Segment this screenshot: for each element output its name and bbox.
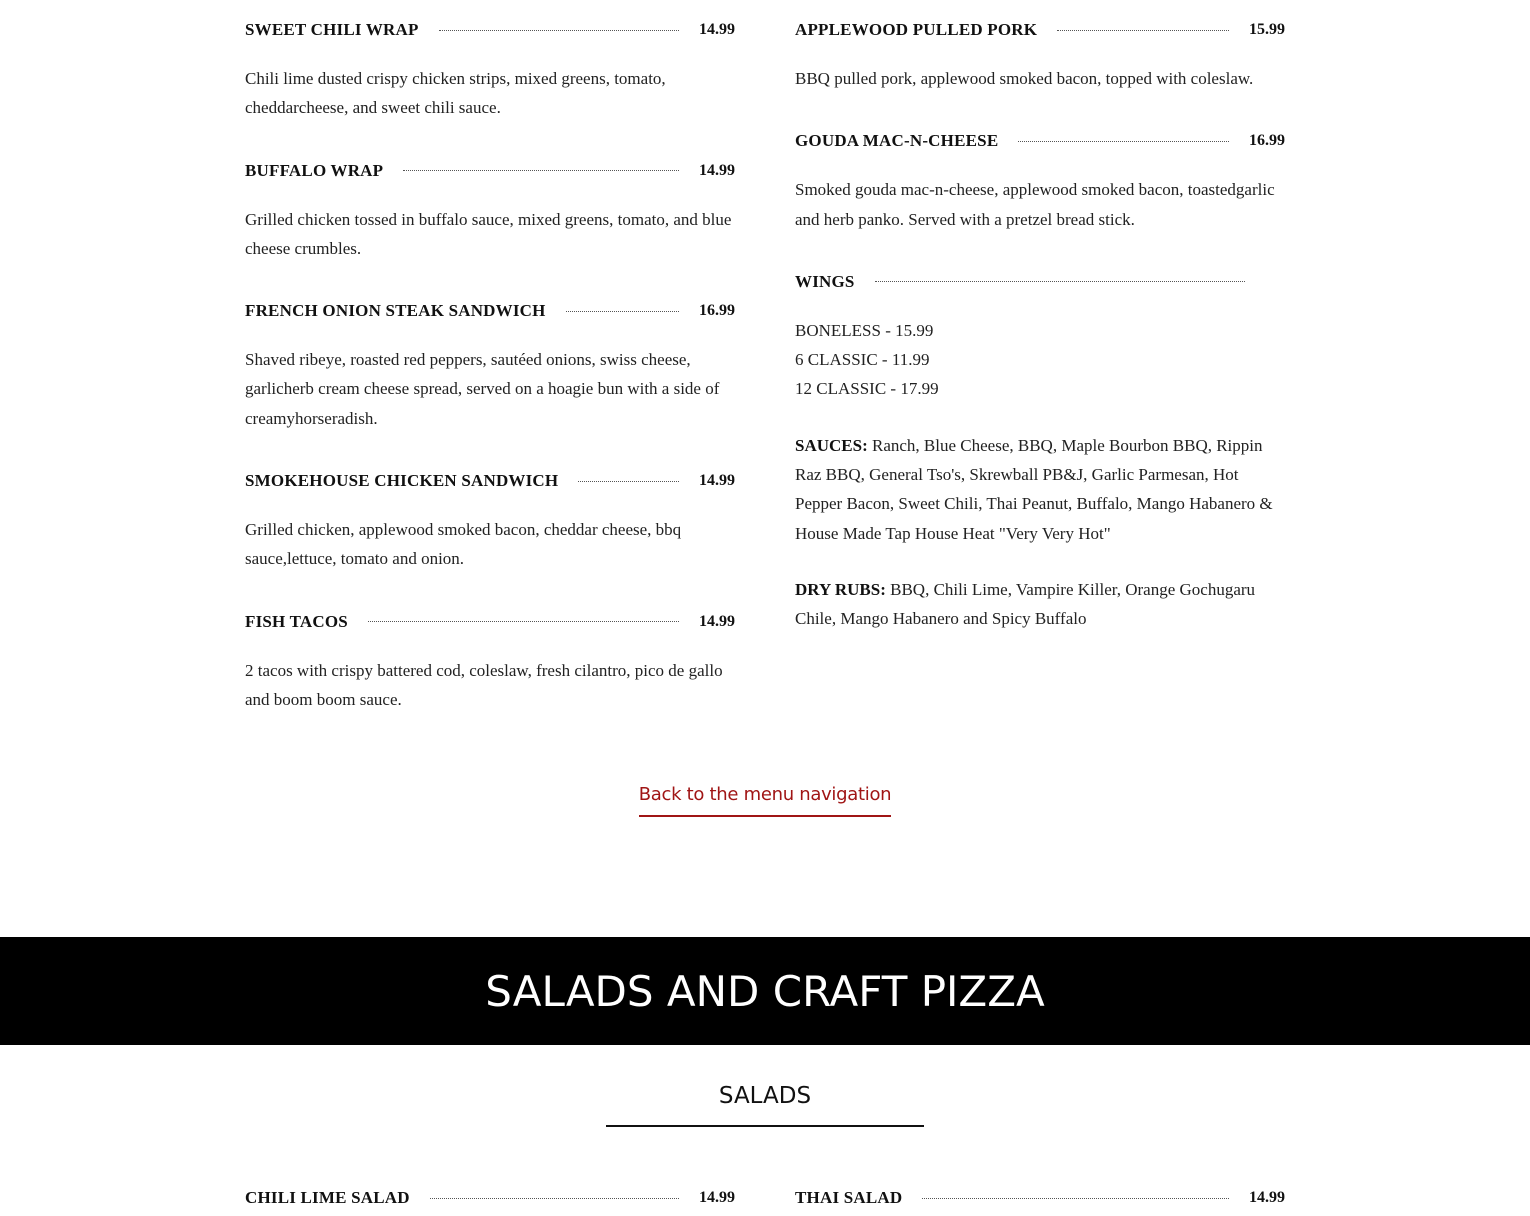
menu-item-price: 14.99 (699, 612, 735, 630)
menu-item-description: Smoked gouda mac-n-cheese, applewood smoked bacon, toastedgarlic and herb panko. Served with a pretzel bread stick. (795, 180, 1275, 229)
dotted-leader (439, 30, 679, 31)
menu-item-price: 14.99 (699, 21, 735, 38)
menu-column-left (245, 0, 735, 714)
menu-item-name: GOUDA MAC-N-CHEESE (795, 131, 999, 151)
dotted-leader (578, 481, 679, 482)
menu-item (245, 19, 735, 123)
menu-item-name: THAI SALAD (795, 1188, 903, 1207)
menu-item-description: BBQ pulled pork, applewood smoked bacon, topped with coleslaw. (795, 69, 1254, 88)
menu-item (245, 300, 735, 433)
menu-item-price: 16.99 (699, 302, 735, 320)
sauces-label: SAUCES: (795, 435, 868, 455)
sauces-paragraph (795, 431, 1285, 548)
subsection-underline (606, 1125, 924, 1127)
menu-item-header (245, 611, 735, 633)
dotted-leader (403, 170, 679, 171)
menu-item-price: 16.99 (1249, 132, 1285, 150)
wings-option: 12 CLASSIC - 17.99 (795, 379, 939, 399)
menu-item-description: Shaved ribeye, roasted red peppers, sautéed onions, swiss cheese, garlicherb cream cheese spread, served on a hoagie bun with a side of creamyhorseradish. (245, 350, 720, 428)
menu-item-price: 14.99 (699, 161, 735, 179)
wings-option: 6 CLASSIC - 11.99 (795, 350, 930, 370)
menu-item (245, 160, 735, 264)
menu-column-right (795, 0, 1285, 634)
menu-item-header (795, 271, 1285, 293)
menu-item-name: CHILI LIME SALAD (245, 1188, 410, 1207)
section-title: SALADS AND CRAFT PIZZA (485, 966, 1045, 1016)
menu-item-description: Grilled chicken, applewood smoked bacon, cheddar cheese, bbq sauce,lettuce, tomato and onion. (245, 520, 682, 569)
wings-section (795, 271, 1285, 634)
menu-item-price: 14.99 (1249, 1189, 1285, 1206)
menu-item-header (245, 160, 735, 182)
menu-item-description: Grilled chicken tossed in buffalo sauce, mixed greens, tomato, and blue cheese crumbles. (245, 209, 732, 258)
menu-item-description: Chili lime dusted crispy chicken strips, mixed greens, tomato, cheddarcheese, and sweet chili sauce. (245, 69, 666, 118)
menu-item-header (245, 1187, 735, 1209)
menu-item-header (245, 19, 735, 41)
menu-item-header (245, 470, 735, 492)
subsection-header (0, 1083, 1530, 1127)
menu-item-name: FRENCH ONION STEAK SANDWICH (245, 301, 546, 321)
wings-options (795, 316, 1285, 404)
dotted-leader (430, 1198, 679, 1199)
menu-item-name: SMOKEHOUSE CHICKEN SANDWICH (245, 471, 559, 491)
back-to-menu-navigation-link[interactable]: Back to the menu navigation (639, 784, 892, 817)
salads-column-left (245, 1168, 735, 1209)
wings-title: WINGS (795, 271, 855, 291)
dry-rubs-paragraph (795, 575, 1285, 634)
dry-rubs-label: DRY RUBS: (795, 579, 886, 599)
subsection-title: SALADS (718, 1083, 812, 1109)
menu-item-price: 15.99 (1249, 21, 1285, 38)
wings-option: BONELESS - 15.99 (795, 320, 934, 340)
menu-item-price: 14.99 (699, 472, 735, 490)
menu-item-header (795, 1187, 1285, 1209)
menu-item-description: 2 tacos with crispy battered cod, coleslaw, fresh cilantro, pico de gallo and boom boom sauce. (245, 660, 723, 709)
section-banner (0, 937, 1530, 1045)
menu-item-price: 14.99 (699, 1189, 735, 1206)
dotted-leader (922, 1198, 1229, 1199)
dotted-leader (1057, 30, 1229, 31)
back-link-container (0, 784, 1530, 817)
dotted-leader (875, 281, 1245, 282)
dotted-leader (368, 621, 679, 622)
dotted-leader (1018, 141, 1229, 142)
menu-item-name: FISH TACOS (245, 611, 348, 631)
menu-item-name: BUFFALO WRAP (245, 160, 384, 180)
menu-item-name: APPLEWOOD PULLED PORK (795, 20, 1038, 39)
menu-item (795, 130, 1285, 234)
salads-column-right (795, 1168, 1285, 1209)
menu-item-name: SWEET CHILI WRAP (245, 20, 419, 39)
dry-rubs-list: BBQ, Chili Lime, Vampire Killer, Orange Gochugaru Chile, Mango Habanero and Spicy Buffalo (795, 579, 1256, 629)
menu-item-header (795, 130, 1285, 152)
menu-item-header (795, 19, 1285, 41)
dotted-leader (566, 311, 679, 312)
menu-item-header (245, 300, 735, 322)
menu-item (245, 470, 735, 574)
sauces-list: Ranch, Blue Cheese, BBQ, Maple Bourbon BBQ, Rippin Raz BBQ, General Tso's, Skrewball PB&J, Garlic Parmesan, Hot Pepper Bacon, Sweet Chili, Thai Peanut, Buffalo, Mango Habanero & House Made Tap House Heat "Very Very Hot" (795, 435, 1273, 543)
menu-item (245, 611, 735, 715)
menu-item (795, 19, 1285, 93)
